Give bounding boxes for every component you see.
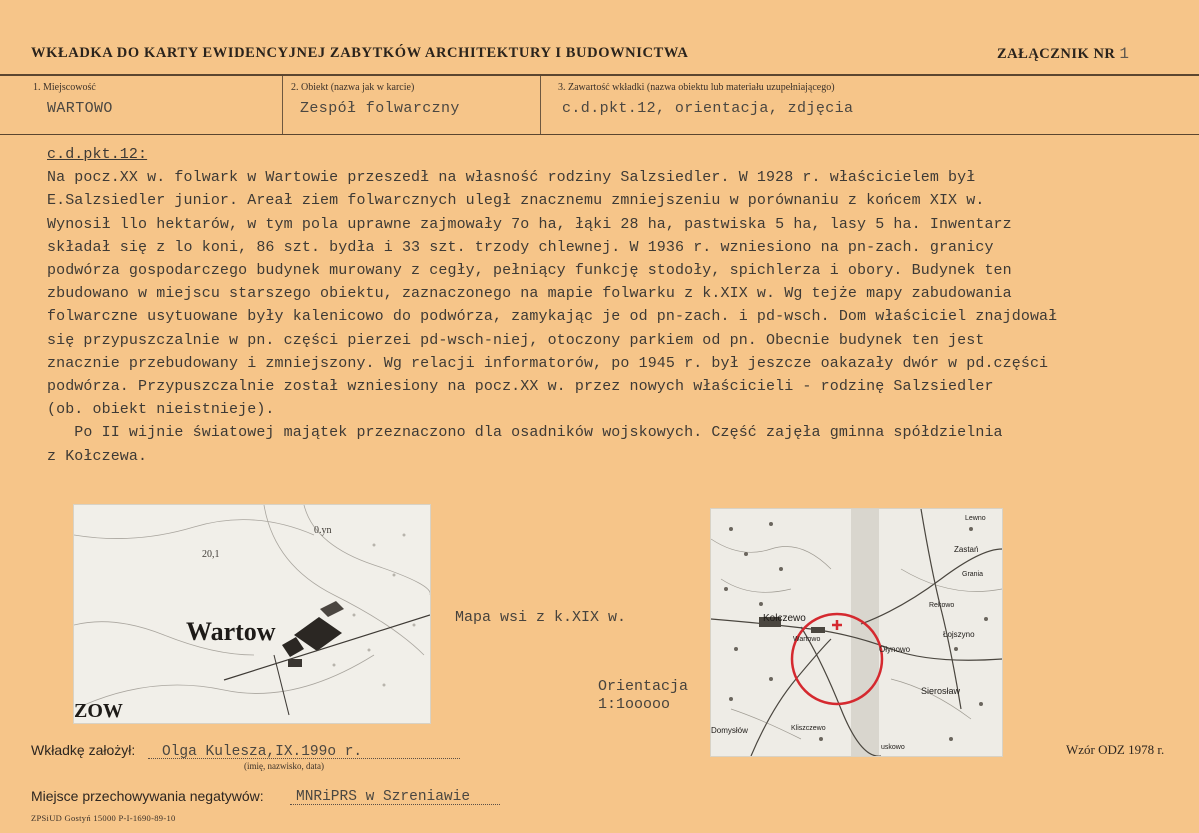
orientation-map-photo (710, 508, 1003, 757)
historic-map-drawing (74, 505, 430, 723)
contents-value: c.d.pkt.12, orientacja, zdjęcia (562, 100, 854, 117)
orientation-map-drawing (711, 509, 1002, 756)
map-elevation: 20,1 (202, 549, 220, 560)
description-heading: c.d.pkt.12: (47, 146, 148, 163)
description-line: znacznie przebudowany i zmniejszony. Wg relacji informatorów, po 1945 r. był jeszcze oakazały dwór w pd.części (47, 354, 1049, 372)
description-line: (ob. obiekt nieistnieje). (47, 401, 275, 419)
place-label: Lewno (965, 515, 986, 522)
object-value: Zespół folwarczny (300, 100, 460, 117)
description-line: folwarczne usytuowane były kalenicowo do podwórza, zamykając je od pn-zach. i pd-wsch. Dom właściciel znajdował (47, 308, 1058, 326)
description-line: podwórza. Przypuszczalnie został wzniesiony na pocz.XX w. przez nowych właścicieli - rodzinę Salzsiedler (47, 378, 994, 396)
historic-map-photo (73, 504, 431, 724)
form-model: Wzór ODZ 1978 r. (1066, 742, 1165, 757)
description-line: składał się z lo koni, 86 szt. bydła i 33 szt. trzody chlewnej. W 1936 r. wzniesiono na pn-zach. granicy (47, 238, 994, 256)
description-line: zbudowano w miejscu starszego obiektu, zaznaczonego na mapie folwarku z k.XIX w. Wg tejże mapy zabudowania (47, 285, 1012, 303)
storage-label: Miejsce przechowywania negatywów: (31, 788, 264, 804)
description-line: się przypuszczalnie w pn. części pierzei pd-wsch-niej, otoczony parkiem od pn. Obecnie budynek ten jest (47, 331, 985, 349)
description-line: E.Salzsiedler junior. Areał ziem folwarcznych uległ znacznemu zmniejszeniu w porównaniu z końcem XIX w. (47, 192, 985, 210)
place-label: Kołczewo (763, 613, 806, 624)
field-separator-1 (282, 76, 283, 134)
attachment-number: 1 (1119, 45, 1130, 63)
author-label: Wkładkę założył: (31, 742, 136, 758)
place-label: Rekowo (929, 602, 955, 609)
contents-label: 3. Zawartość wkładki (nazwa obiektu lub materiału uzupełniającego) (558, 82, 835, 93)
object-label: 2. Obiekt (nazwa jak w karcie) (291, 82, 415, 93)
description-text (47, 143, 1187, 468)
description-line: Po II wijnie światowej majątek przeznaczono dla osadników wojskowych. Część zajęła gminna spółdzielnia (47, 424, 1003, 442)
place-label: Grania (962, 571, 984, 578)
description-line: z Kołczewa. (47, 447, 148, 465)
place-label: Sierosław (921, 686, 961, 696)
map-bottom-label: ZOW (74, 700, 123, 722)
place-label: uskowo (881, 744, 905, 751)
description-line: Na pocz.XX w. folwark w Wartowie przeszedł na własność rodziny Salzsiedler. W 1928 r. właścicielem był (47, 169, 976, 187)
map-caption: Mapa wsi z k.XIX w. (455, 609, 627, 626)
print-reference: ZPSiUD Gostyń 15000 P-I-1690-89-10 (31, 813, 176, 823)
card-title: WKŁADKA DO KARTY EWIDENCYJNEJ ZABYTKÓW ARCHITEKTURY I BUDOWNICTWA (31, 45, 689, 61)
place-label: Zastań (954, 545, 979, 554)
author-value: Olga Kulesza,IX.199o r. (162, 744, 363, 760)
place-label: Ołynowo (879, 645, 911, 654)
description-line: podwórza gospodarczego budynek murowany z cegły, pełniący funkcję stodoły, spichlerza i obory. Budynek ten (47, 262, 1012, 280)
map-note: 0.yn (314, 525, 332, 536)
header-divider (0, 74, 1199, 76)
place-label: Łojszyno (943, 630, 975, 639)
scale-caption: 1:1ooooo (598, 696, 671, 713)
place-label: Domysłów (711, 726, 748, 735)
orientation-caption: Orientacja (598, 678, 689, 695)
fields-divider (0, 134, 1199, 135)
locality-value: WARTOWO (47, 100, 113, 117)
description-line: Wynosił llo hektarów, w tym pola uprawne zajmowały 7o ha, łąki 28 ha, pastwiska 5 ha, lasy 5 ha. Inwentarz (47, 215, 1012, 233)
locality-label: 1. Miejscowość (33, 82, 96, 93)
place-label: Kliszczewo (791, 725, 826, 732)
author-sub-label: (imię, nazwisko, data) (244, 761, 324, 771)
field-separator-2 (540, 76, 541, 134)
place-label: Wartowo (793, 636, 821, 643)
map-village-label: Wartow (186, 617, 276, 646)
attachment-label (997, 45, 1130, 63)
attachment-label-text: ZAŁĄCZNIK NR (997, 46, 1116, 62)
storage-value: MNRiPRS w Szreniawie (296, 789, 471, 805)
